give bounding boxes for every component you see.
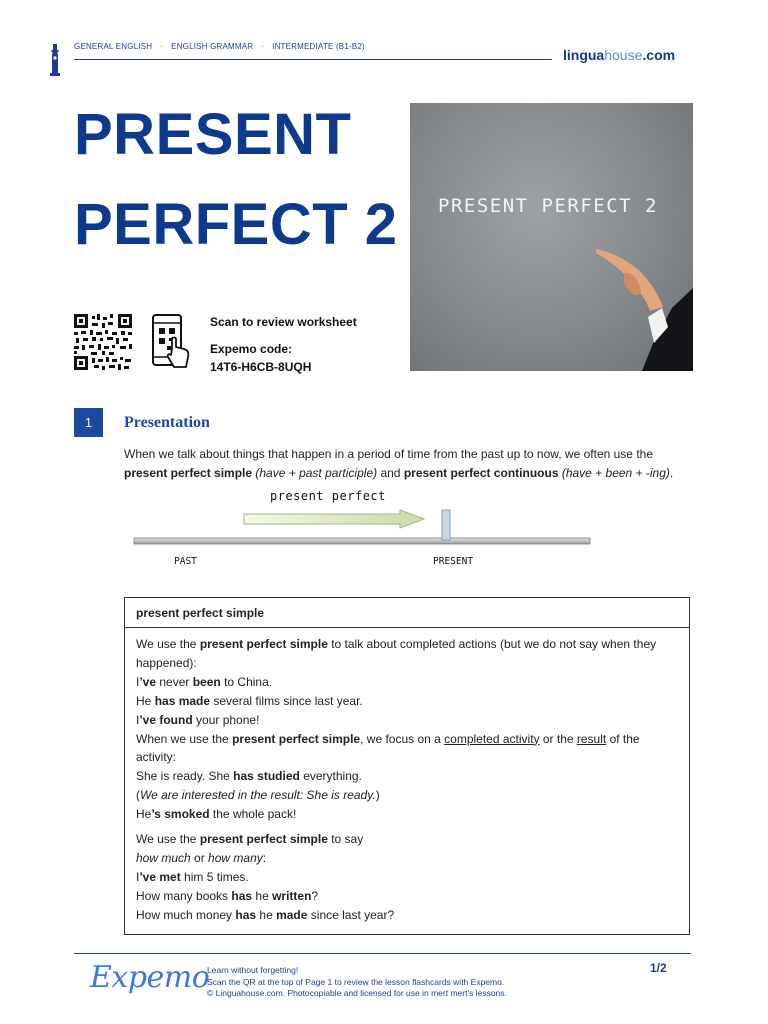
example-line: How much money has he made since last year? <box>136 907 395 922</box>
timeline-arrow <box>244 510 424 528</box>
big-ben-icon <box>50 44 60 76</box>
timeline-diagram <box>132 506 594 550</box>
breadcrumb-item[interactable]: INTERMEDIATE (B1-B2) <box>272 42 365 51</box>
rule-line: how much or how many: <box>136 850 267 865</box>
example-line: I’ve found your phone! <box>136 712 260 727</box>
present-marker <box>442 510 450 540</box>
grammar-box-heading: present perfect simple <box>125 598 689 628</box>
section-title: Presentation <box>124 414 210 431</box>
example-line: She is ready. She has studied everything. <box>136 769 362 784</box>
intro-paragraph: When we talk about things that happen in a period of time from the past up to now, we often use the present perfect simple (have + past participle) and present perfect continuous (have + been + -ing). <box>124 447 674 480</box>
breadcrumb-item[interactable]: GENERAL ENGLISH <box>74 42 153 51</box>
footer-instructions: Scan the QR at the top of Page 1 to review the lesson flashcards with Expemo. <box>207 976 505 987</box>
header-divider <box>74 59 552 60</box>
rule-line: We use the present perfect simple to talk about completed actions (but we do not say when they happened): <box>136 637 657 670</box>
pointing-hand-illustration <box>410 103 693 371</box>
page-number: 1/2 <box>650 961 667 975</box>
example-line: He’s smoked the whole pack! <box>136 807 297 822</box>
breadcrumb-item[interactable]: ENGLISH GRAMMAR <box>171 42 254 51</box>
expemo-code-label: Expemo code: <box>210 342 293 356</box>
timeline-present-label: PRESENT <box>433 556 474 567</box>
title-line-2: PERFECT 2 <box>74 192 398 257</box>
expemo-logo[interactable]: Expemo <box>90 960 210 995</box>
example-line: I’ve met him 5 times. <box>136 869 249 884</box>
timeline-past-label: PAST <box>174 556 197 567</box>
header-breadcrumb: GENERAL ENGLISH · ENGLISH GRAMMAR · INTERMEDIATE (B1-B2) <box>74 42 365 51</box>
section-number: 1 <box>74 408 103 437</box>
footer-text <box>207 965 507 1000</box>
brand-logo[interactable]: linguahouse.com <box>563 47 676 63</box>
example-note: (We are interested in the result: She is ready.) <box>136 788 380 803</box>
rule-line: When we use the present perfect simple, we focus on a completed activity or the result of the activity: <box>136 731 640 765</box>
hero-photo <box>410 103 693 371</box>
footer-copyright: © Linguahouse.com. Photocopiable and licensed for use in mert mert's lessons. <box>207 988 507 998</box>
expemo-code: 14T6-H6CB-8UQH <box>210 360 312 374</box>
grammar-box-body <box>125 628 689 925</box>
qr-code-icon[interactable] <box>74 314 132 370</box>
example-line: How many books has he written? <box>136 888 319 903</box>
grammar-box <box>124 597 690 935</box>
example-line: I’ve never been to China. <box>136 674 273 689</box>
board-text: PRESENT PERFECT 2 <box>438 195 658 217</box>
footer-tagline: Learn without forgetting! <box>207 965 299 975</box>
scan-label: Scan to review worksheet <box>210 315 357 329</box>
footer-divider <box>74 953 691 954</box>
timeline-label: present perfect <box>270 489 386 503</box>
phone-scan-icon <box>150 313 192 373</box>
title-line-1: PRESENT <box>74 102 352 167</box>
page-title <box>74 90 398 270</box>
rule-line: We use the present perfect simple to say <box>136 832 364 847</box>
example-line: He has made several films since last year. <box>136 693 363 708</box>
scan-instructions <box>210 313 357 376</box>
timeline-axis <box>134 538 590 544</box>
